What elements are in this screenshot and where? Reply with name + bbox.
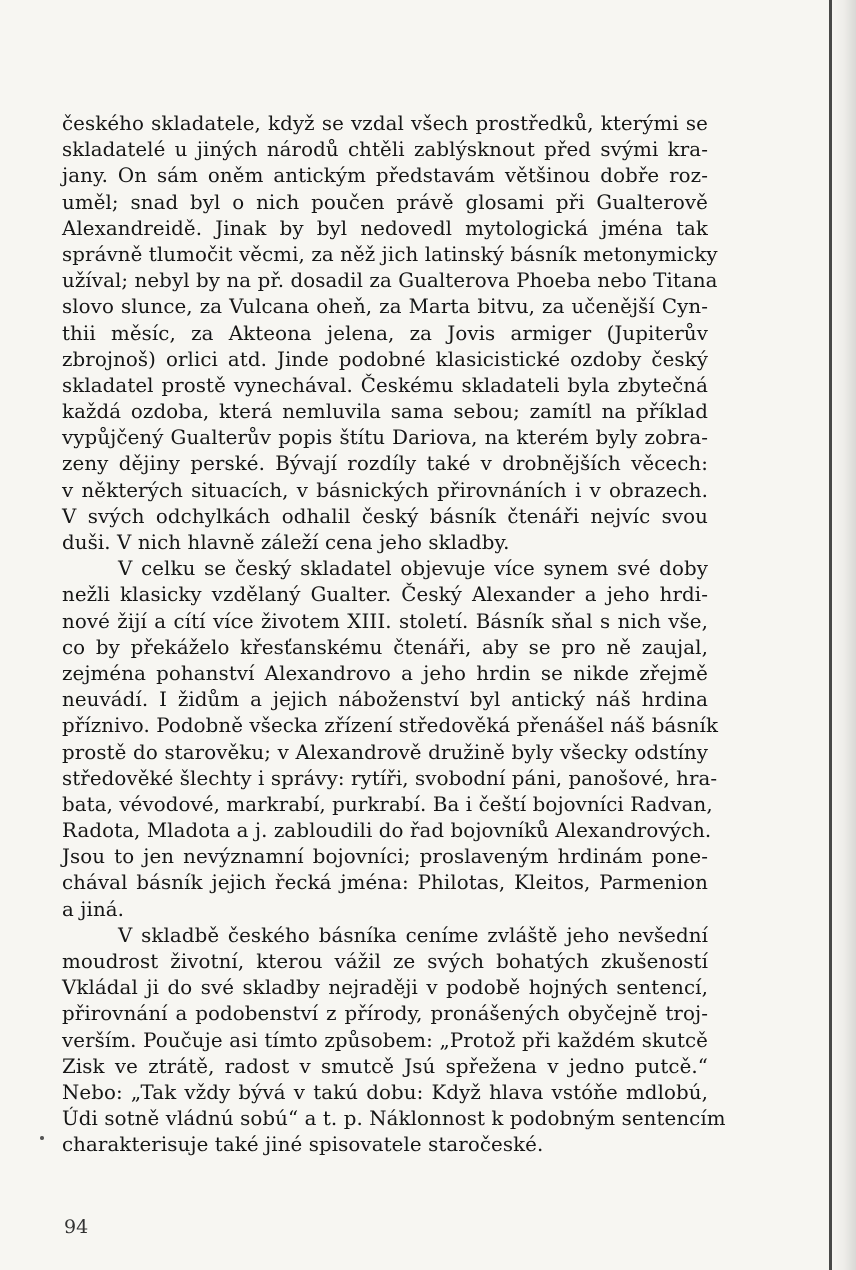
text-line: skladatel prostě vynechával. Českému skladateli byla zbytečná [62,373,708,397]
text-line: slovo slunce, za Vulcana oheň, za Marta bitvu, za učenější Cyn- [62,295,708,319]
text-line: Radota, Mladota a j. zabloudili do řad bojovníků Alexandrových. [62,819,712,843]
text-line: Údi sotně vládnú sobú“ a t. p. Náklonnost k podobným sentencím [62,1107,726,1131]
text-line: nové žijí a cítí více životem XIII. století. Básník sňal s nich vše, [62,609,708,633]
text-line: co by překáželo křesťanskému čtenáři, aby se pro ně zaujal, [62,635,708,659]
margin-mark [40,1136,44,1140]
page-number: 94 [64,1216,89,1238]
text-line: příznivo. Podobně všecka zřízení středověká přenášel náš básník [62,714,719,738]
text-line: českého skladatele, když se vzdal všech prostředků, kterými se [62,112,708,135]
text-line: zbrojnoš) orlici atd. Jinde podobné klasicistické ozdoby český [62,347,708,371]
body-text [62,111,726,1159]
text-line: a jiná. [62,897,125,921]
text-line: prostě do starověku; v Alexandrově družině byly všecky odstíny [62,740,708,764]
text-line: správně tlumočit věcmi, za něž jich latinský básník metonymicky [62,242,718,266]
text-line: thii měsíc, za Akteona jelena, za Jovis armiger (Jupiterův [62,321,708,345]
text-line: každá ozdoba, která nemluvila sama sebou; zamítl na příklad [62,400,708,424]
text-line: moudrost životní, kterou vážil ze svých bohatých zkušeností [62,950,708,973]
text-line: zeny dějiny perské. Bývají rozdíly také v drobnějších věcech: [62,452,708,476]
text-line: skladatelé u jiných národů chtěli zablýsknout před svými kra- [62,138,708,162]
text-line: chával básník jejich řecká jména: Philotas, Kleitos, Parmenion [62,871,708,895]
text-line: bata, vévodové, markrabí, purkrabí. Ba i čeští bojovníci Radvan, [62,792,713,816]
text-line: charakterisuje také jiné spisovatele staročeské. [62,1133,544,1157]
text-line: Nebo: „Tak vždy bývá v takú dobu: Když hlava vstóňe mdlobú, [62,1080,708,1104]
text-line: V svých odchylkách odhalil český básník čtenáři nejvíc svou [62,504,708,528]
text-line: Alexandreidě. Jinak by byl nedovedl mytologická jména tak [62,216,708,240]
paragraph-start: V skladbě českého básníka ceníme zvláště jeho nevšední [118,923,708,947]
text-line: uměl; snad byl o nich poučen právě glosami při Gualterově [62,190,708,214]
page-binding-line [829,0,832,1270]
text-line: verším. Poučuje asi tímto způsobem: „Protož při každém skutcě [62,1028,708,1052]
text-line: Vkládal ji do své skladby nejraději v podobě hojných sentencí, [62,976,708,1000]
text-line: Zisk ve ztrátě, radost v smutcě Jsú spřežena v jedno putcě.“ [62,1054,708,1078]
text-line: duši. V nich hlavně záleží cena jeho skladby. [62,531,510,554]
text-line: nežli klasicky vzdělaný Gualter. Český Alexander a jeho hrdi- [62,583,708,607]
page-binding-shadow [830,0,856,1270]
text-line: vypůjčený Gualterův popis štítu Dariova, na kterém byly zobra- [62,426,708,450]
text-line: středověké šlechty i správy: rytíři, svobodní páni, panošové, hra- [62,766,718,790]
text-line: přirovnání a podobenství z přírody, pronášených obyčejně troj- [62,1002,708,1026]
text-line: v některých situacích, v básnických přirovnáních i v obrazech. [62,478,708,502]
text-line: užíval; nebyl by na př. dosadil za Gualterova Phoeba nebo Titana [62,269,718,293]
text-line: zejména pohanství Alexandrovo a jeho hrdin se nikde zřejmě [62,661,708,685]
text-line: Jsou to jen nevýznamní bojovníci; proslaveným hrdinám pone- [62,845,708,869]
text-line: jany. On sám oněm antickým představám většinou dobře roz- [62,164,708,188]
text-line: neuvádí. I židům a jejich náboženství byl antický náš hrdina [62,688,708,712]
paragraph-start: V celku se český skladatel objevuje více synem své doby [118,557,708,581]
